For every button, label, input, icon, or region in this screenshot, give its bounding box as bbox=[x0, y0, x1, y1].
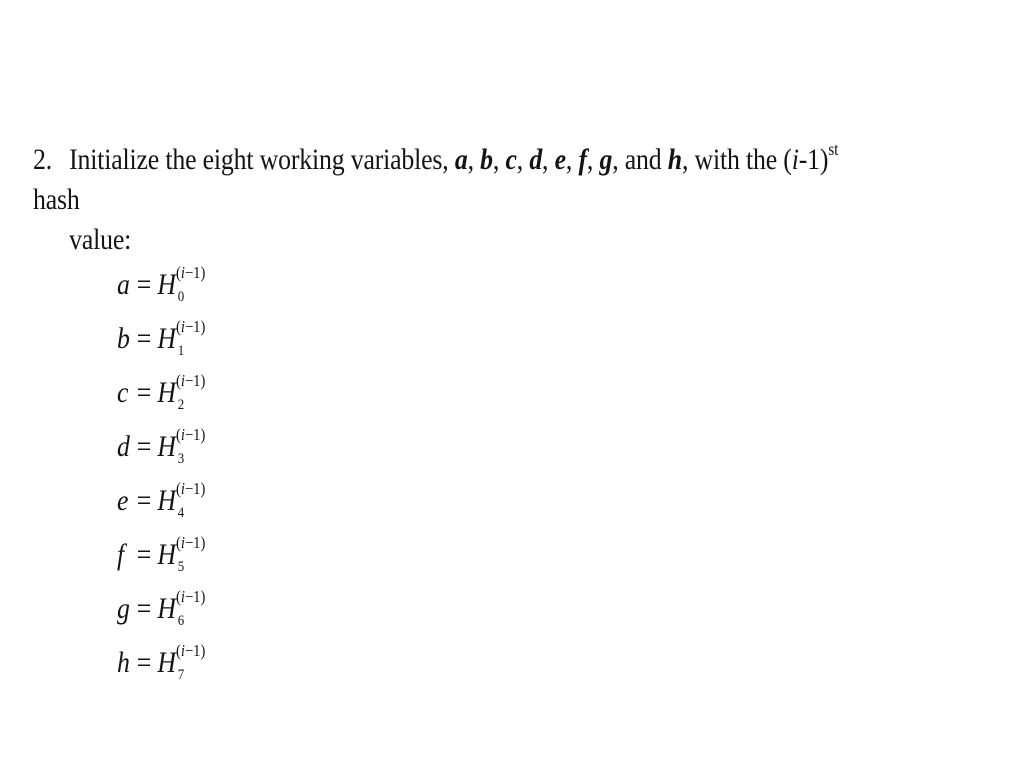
ordinal-superscript: st bbox=[828, 139, 839, 159]
equals-sign: = bbox=[136, 430, 152, 463]
var-d: d bbox=[529, 143, 543, 176]
superscript-index: (i−1) bbox=[175, 641, 206, 660]
equation-variable: f bbox=[117, 538, 125, 571]
superscript-index: (i−1) bbox=[175, 533, 206, 552]
subscript-index: 1 bbox=[177, 343, 185, 359]
equation-variable: d bbox=[117, 430, 130, 463]
subscript-index: 7 bbox=[177, 667, 185, 683]
var-g: g bbox=[599, 143, 613, 176]
equation-variable: a bbox=[117, 268, 130, 301]
superscript-index: (i−1) bbox=[175, 425, 206, 444]
superscript-index: (i−1) bbox=[175, 317, 206, 336]
hash-symbol: H bbox=[157, 430, 176, 463]
index-i: i bbox=[791, 143, 799, 176]
subscript-index: 4 bbox=[177, 505, 185, 521]
var-c: c bbox=[505, 143, 517, 176]
subscript-index: 5 bbox=[177, 559, 185, 575]
step-text-intro: Initialize the eight working variables, bbox=[69, 143, 449, 176]
equals-sign: = bbox=[136, 376, 152, 409]
superscript-index: (i−1) bbox=[175, 479, 206, 498]
equals-sign: = bbox=[136, 268, 152, 301]
hash-symbol: H bbox=[157, 592, 176, 625]
var-a: a bbox=[454, 143, 468, 176]
equation-list bbox=[117, 258, 210, 690]
step-text-and: and bbox=[624, 143, 662, 176]
step-text-hash: hash bbox=[33, 183, 80, 216]
hash-symbol: H bbox=[157, 322, 176, 355]
superscript-index: (i−1) bbox=[175, 587, 206, 606]
superscript-index: (i−1) bbox=[175, 263, 206, 282]
equals-sign: = bbox=[136, 646, 152, 679]
var-f: f bbox=[578, 143, 587, 176]
step-line-2: value: bbox=[69, 223, 132, 256]
subscript-index: 2 bbox=[177, 397, 185, 413]
subscript-index: 3 bbox=[177, 451, 185, 467]
equals-sign: = bbox=[136, 538, 152, 571]
var-h: h bbox=[667, 143, 682, 176]
scripts bbox=[176, 636, 210, 690]
hash-symbol: H bbox=[157, 268, 176, 301]
hash-symbol: H bbox=[157, 538, 176, 571]
step-line-1: 2. Initialize the eight working variables, a, b, c, d, e, f, g, and h, with the $(i-1)^{st}$ hash bbox=[33, 139, 839, 216]
equals-sign: = bbox=[136, 592, 152, 625]
hash-symbol: H bbox=[157, 484, 176, 517]
equation-variable: g bbox=[117, 592, 130, 625]
step-index-expression: $(i-1)^{st}$ bbox=[783, 139, 839, 176]
equation-variable: h bbox=[117, 646, 130, 679]
equation-variable: b bbox=[117, 322, 130, 355]
hash-symbol: H bbox=[157, 646, 176, 679]
step-text-with: , with the bbox=[681, 143, 778, 176]
equation-variable: e bbox=[117, 484, 129, 517]
step-number: 2. bbox=[33, 143, 53, 176]
var-b: b bbox=[480, 143, 493, 176]
subscript-index: 6 bbox=[177, 613, 185, 629]
equals-sign: = bbox=[136, 322, 152, 355]
step-paragraph bbox=[33, 140, 859, 260]
subscript-index: 0 bbox=[177, 289, 185, 305]
var-e: e bbox=[554, 143, 566, 176]
equation-variable: c bbox=[117, 376, 129, 409]
equals-sign: = bbox=[136, 484, 152, 517]
superscript-index: (i−1) bbox=[175, 371, 206, 390]
equation-h bbox=[117, 636, 210, 690]
hash-symbol: H bbox=[157, 376, 176, 409]
